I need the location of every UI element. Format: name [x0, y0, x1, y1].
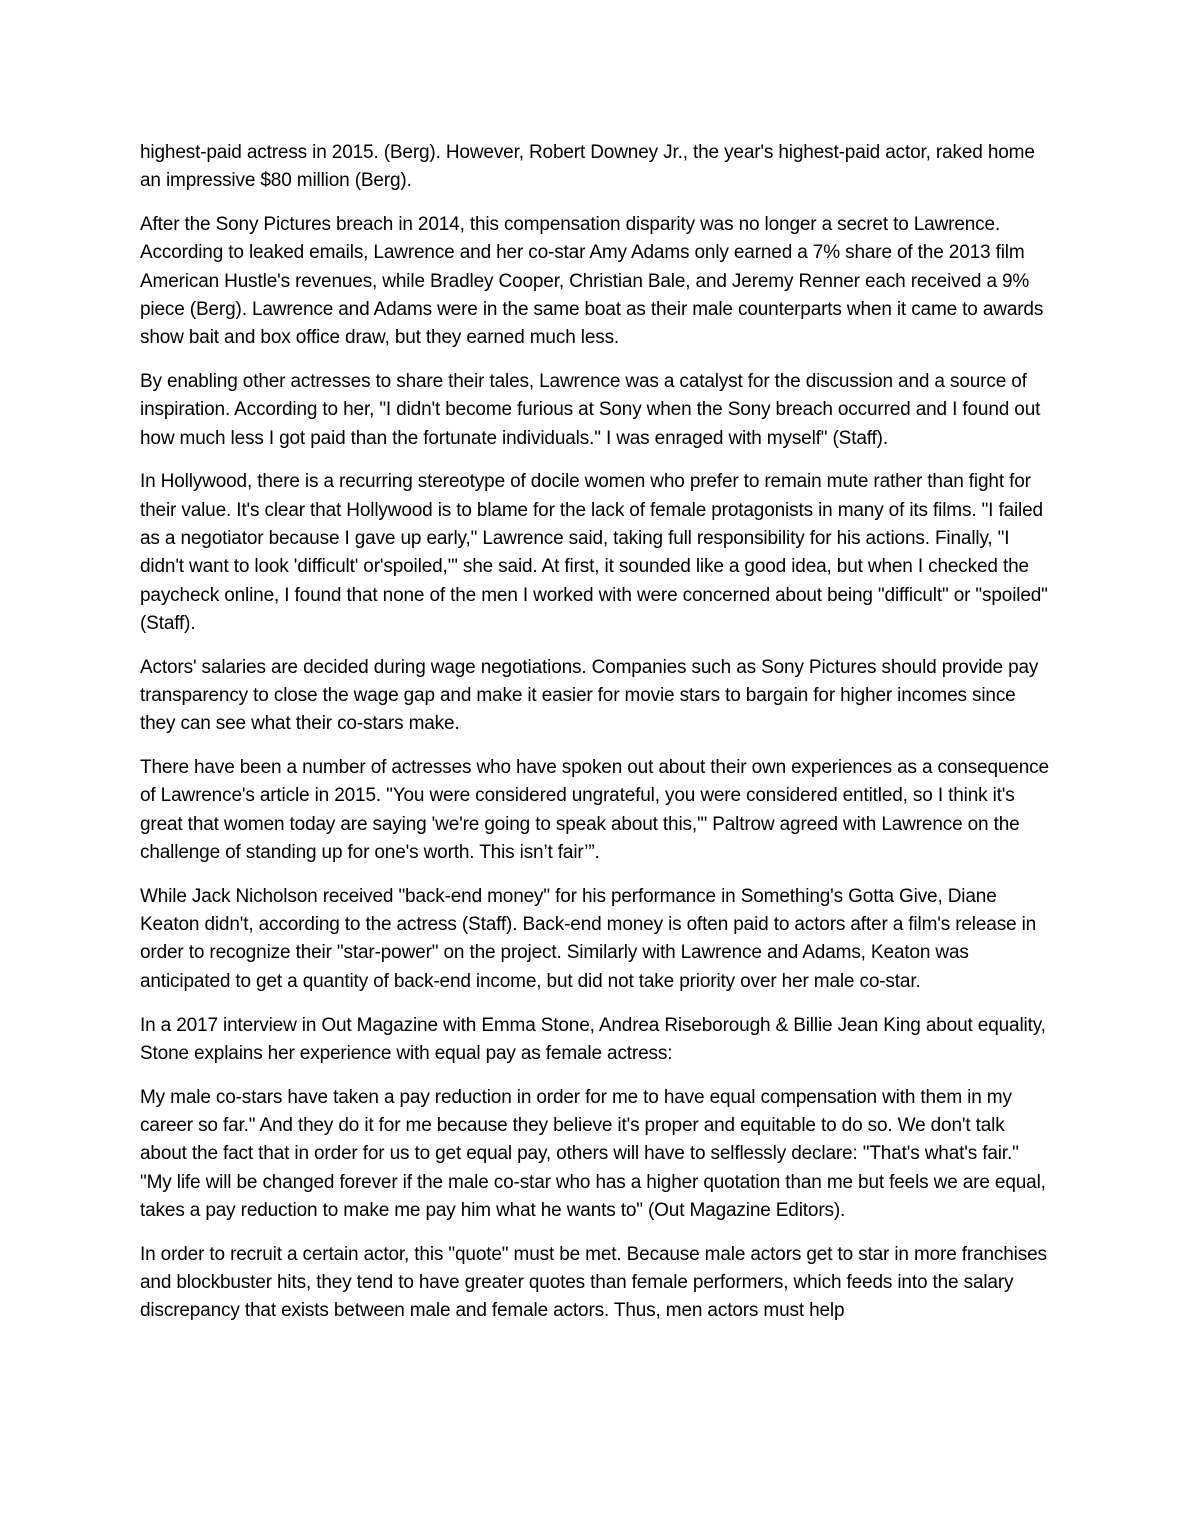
paragraph-6: There have been a number of actresses who have spoken out about their own experiences as a consequence of Lawrence's article in 2015. "You were considered ungrateful, you were considered entitled, so I think it's great that women today are saying 'we're going to speak about this,'" Paltrow agreed with Lawrence on the challenge of standing up for one's worth. This isn’t fair’”. — [140, 757, 1049, 864]
paragraph-2: After the Sony Pictures breach in 2014, this compensation disparity was no longer a secret to Lawrence. According to leaked emails, Lawrence and her co-star Amy Adams only earned a 7% share of the 2013 film American Hustle's revenues, while Bradley Cooper, Christian Bale, and Jeremy Renner each received a 9% piece (Berg). Lawrence and Adams were in the same boat as their male counterparts when it came to awards show bait and box office draw, but they earned much less. — [140, 214, 1044, 349]
paragraph-1: highest-paid actress in 2015. (Berg). However, Robert Downey Jr., the year's highest-paid actor, raked home an impressive $80 million (Berg). — [140, 142, 1035, 192]
paragraph-3: By enabling other actresses to share their tales, Lawrence was a catalyst for the discussion and a source of inspiration. According to her, "I didn't become furious at Sony when the Sony breach occurred and I found out how much less I got paid than the fortunate individuals." I was enraged with myself" (Staff). — [140, 371, 1041, 449]
paragraph-10: In order to recruit a certain actor, this "quote" must be met. Because male actors get to star in more franchises and blockbuster hits, they tend to have greater quotes than female performers, which feeds into the salary discrepancy that exists between male and female actors. Thus, men actors must help — [140, 1243, 1047, 1322]
paragraph-4: In Hollywood, there is a recurring stereotype of docile women who prefer to remain mute rather than fight for their value. It's clear that Hollywood is to blame for the lack of female protagonists in many of its films. "I failed as a negotiator because I gave up early," Lawrence said, taking full responsibility for his actions. Finally, "I didn't want to look 'difficult' or'spoiled,'" she said. At first, it sounded like a good idea, but when I checked the paycheck online, I found that none of the men I worked with were concerned about being "difficult" or "spoiled" (Staff). — [140, 471, 1048, 634]
paragraph-9: My male co-stars have taken a pay reduction in order for me to have equal compensation with them in my career so far." And they do it for me because they believe it's proper and equitable to do so. We don't talk about the fact that in order for us to get equal pay, others will have to selflessly declare: "That's what's fair." "My life will be changed forever if the male co-star who has a higher quotation than me but feels we are equal, takes a pay reduction to make me pay him what he wants to" (Out Magazine Editors). — [140, 1086, 1046, 1221]
paragraph-8: In a 2017 interview in Out Magazine with Emma Stone, Andrea Riseborough & Billie Jean King about equality, Stone explains her experience with equal pay as female actress: — [140, 1014, 1046, 1064]
document-body — [140, 139, 1052, 1341]
paragraph-7: While Jack Nicholson received "back-end money" for his performance in Something's Gotta Give, Diane Keaton didn't, according to the actress (Staff). Back-end money is often paid to actors after a film's release in order to recognize their "star-power" on the project. Similarly with Lawrence and Adams, Keaton was anticipated to get a quantity of back-end income, but did not take priority over her male co-star. — [140, 885, 1037, 992]
paragraph-5: Actors' salaries are decided during wage negotiations. Companies such as Sony Pictures should provide pay transparency to close the wage gap and make it easier for movie stars to bargain for higher incomes since they can see what their co-stars make. — [140, 656, 1039, 735]
